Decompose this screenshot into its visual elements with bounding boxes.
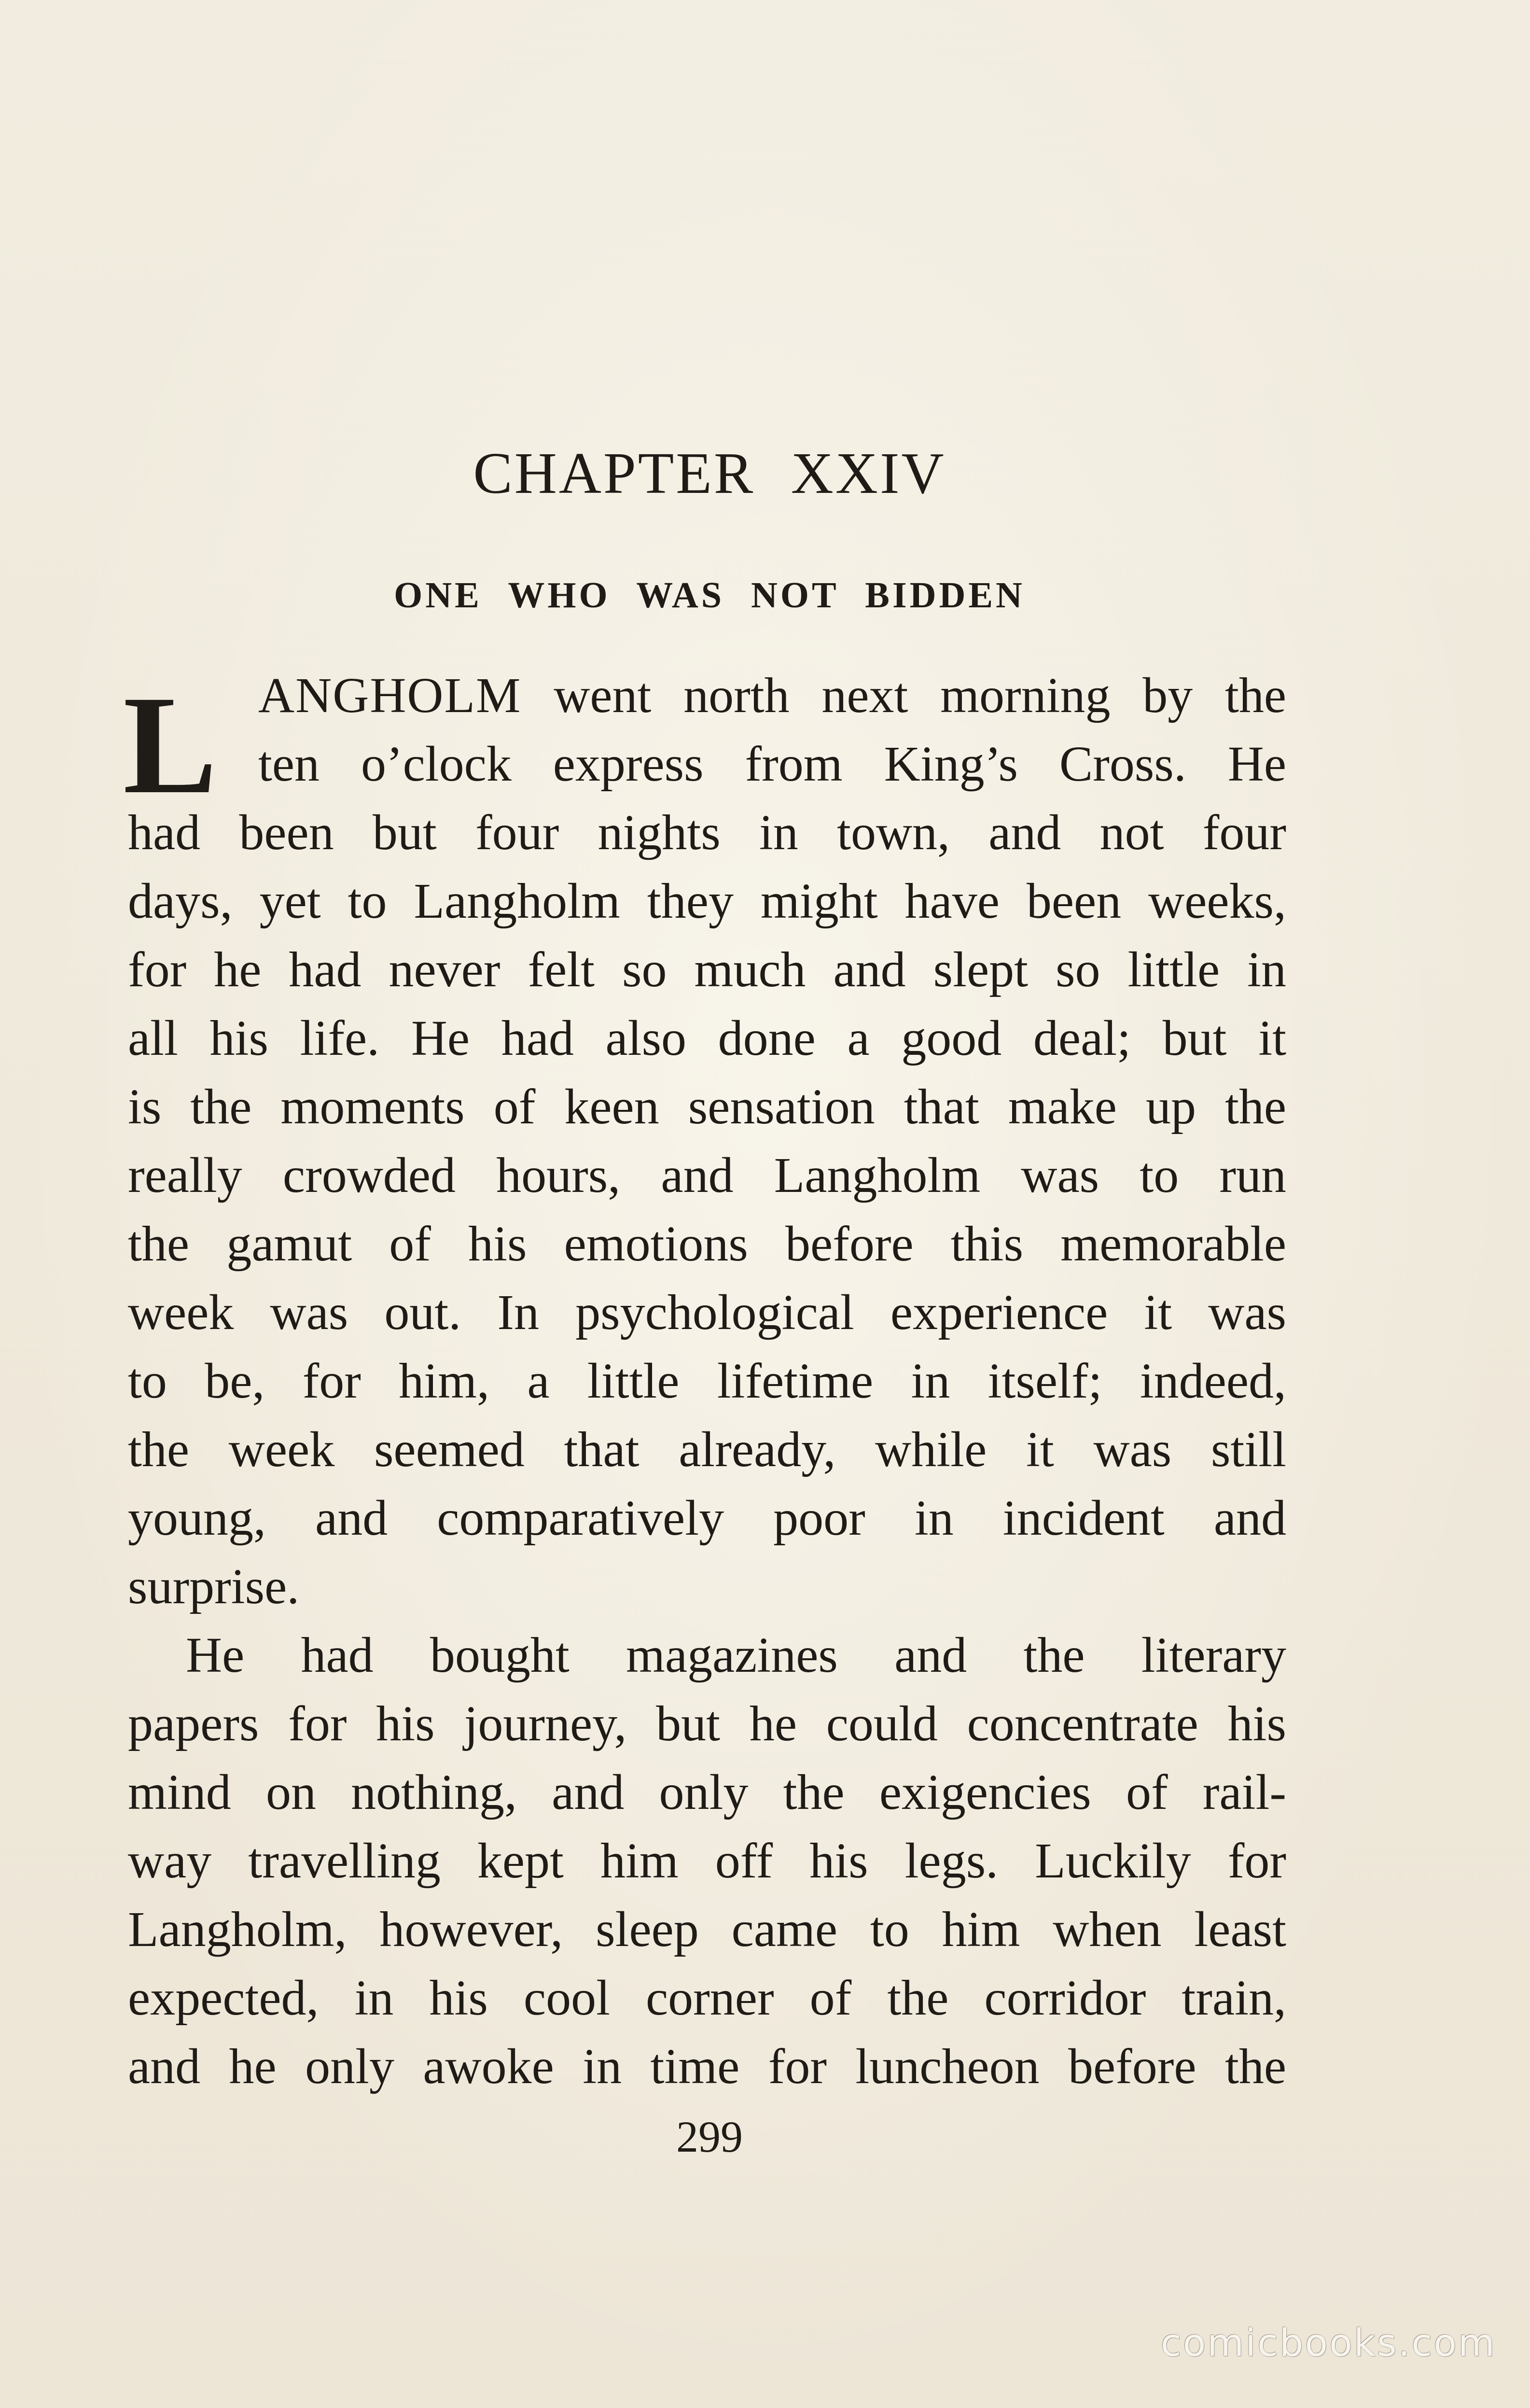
text-line [128, 661, 1286, 730]
text-line: days, yet to Langholm they might have been weeks, [128, 873, 1286, 929]
first-word-caps: ANGHOLM [258, 668, 522, 723]
text-line: to be, for him, a little lifetime in itself; indeed, [128, 1353, 1286, 1409]
text-line: way travelling kept him off his legs. Luckily for [128, 1833, 1286, 1889]
text-line: and he only awoke in time for luncheon before the [128, 2039, 1286, 2094]
chapter-subtitle: ONE WHO WAS NOT BIDDEN [394, 575, 1025, 616]
watermark: comicbooks.com [1160, 2322, 1496, 2365]
text-line: mind on nothing, and only the exigencies of rail- [128, 1764, 1286, 1820]
body-text [123, 661, 1286, 2101]
text-line: is the moments of keen sensation that make up the [128, 1079, 1286, 1134]
text-line: young, and comparatively poor in incident and [128, 1490, 1286, 1546]
chapter-title: CHAPTER XXIV [473, 441, 946, 506]
text-line: ten o’clock express from King’s Cross. He [258, 736, 1286, 792]
text-line-content: went north next morning by the [521, 668, 1286, 723]
text-line: for he had never felt so much and slept so little in [128, 942, 1286, 997]
text-line: Langholm, however, sleep came to him when least [128, 1902, 1286, 1957]
page-number: 299 [676, 2112, 743, 2161]
drop-cap: L [123, 667, 217, 823]
text-line: surprise. [128, 1559, 300, 1614]
text-line: the gamut of his emotions before this memorable [128, 1216, 1286, 1272]
text-line: the week seemed that already, while it was still [128, 1422, 1286, 1477]
text-line: all his life. He had also done a good deal; but it [128, 1010, 1286, 1066]
text-line: really crowded hours, and Langholm was to run [128, 1148, 1286, 1203]
text-line: expected, in his cool corner of the corridor train, [128, 1970, 1286, 2026]
text-line: papers for his journey, but he could concentrate his [128, 1696, 1286, 1751]
text-line: week was out. In psychological experience it was [128, 1285, 1286, 1340]
text-line: He had bought magazines and the literary [186, 1627, 1286, 1683]
text-line: had been but four nights in town, and not four [128, 805, 1286, 860]
